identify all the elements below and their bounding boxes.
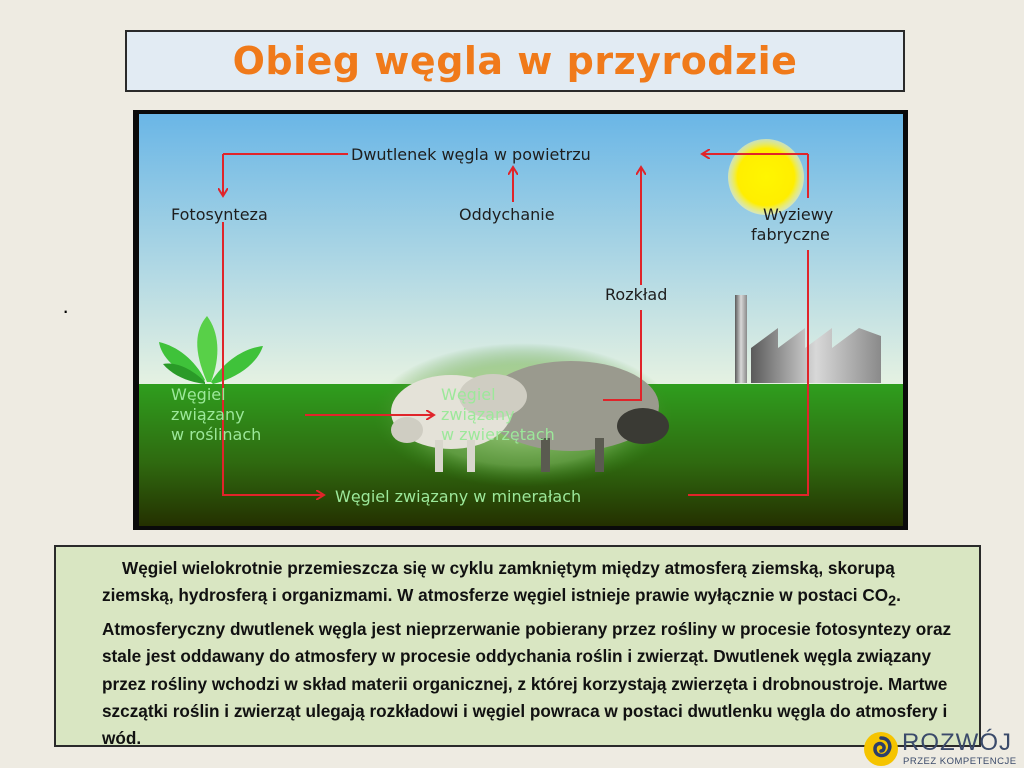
- label-plants-line2: związany: [171, 405, 245, 424]
- description-box: [54, 545, 981, 747]
- label-animals-line2: związany: [441, 405, 515, 424]
- label-decomposition: Rozkład: [605, 285, 668, 304]
- description-part2: . Atmosferyczny dwutlenek węgla jest nieprzerwanie pobierany przez rośliny w procesie fotosyntezy oraz stale jest oddawany do atmosfery w procesie oddychania roślin i zwierząt. Dwutlenek węgla związany przez rośliny wchodzi w skład materii organicznej, z której korzystają zwierzęta i drobnoustroje. Martwe szczątki roślin i zwierząt ulegają rozkładowi i węgiel powraca w postaci dwutlenku węgla do atmosfery i wód.: [102, 585, 952, 749]
- co2-subscript: 2: [888, 593, 897, 610]
- slide-title: Obieg węgla w przyrodzie: [232, 39, 798, 83]
- logo-swirl-icon: [862, 730, 900, 768]
- description-part1: Węgiel wielokrotnie przemieszcza się w cyklu zamkniętym między atmosferą ziemską, skorupą ziemską, hydrosferą i organizmami. W atmosferze węgiel istnieje prawie wyłącznie w postaci CO: [102, 558, 895, 606]
- label-animals-line1: Węgiel: [441, 385, 496, 404]
- rozwoj-logo: [862, 728, 1022, 768]
- label-minerals: Węgiel związany w minerałach: [335, 487, 582, 506]
- label-factory-line1: Wyziewy: [763, 205, 834, 224]
- logo-word: ROZWÓJ: [902, 729, 1012, 756]
- label-plants-line3: w roślinach: [171, 425, 262, 444]
- label-co2-air: Dwutlenek węgla w powietrzu: [351, 145, 591, 164]
- bullet-dot: ·: [62, 298, 70, 323]
- label-factory-line2: fabryczne: [751, 225, 830, 244]
- label-respiration: Oddychanie: [459, 205, 555, 224]
- diagram-canvas: [133, 110, 908, 530]
- label-plants-line1: Węgiel: [171, 385, 226, 404]
- sun-icon: [728, 139, 804, 215]
- title-box: [125, 30, 905, 92]
- description-text: [102, 555, 963, 753]
- label-animals-line3: w zwierzętach: [441, 425, 555, 444]
- carbon-cycle-diagram: [133, 110, 908, 530]
- label-photosynthesis: Fotosynteza: [171, 205, 268, 224]
- logo-subtitle: PRZEZ KOMPETENCJE: [903, 756, 1017, 767]
